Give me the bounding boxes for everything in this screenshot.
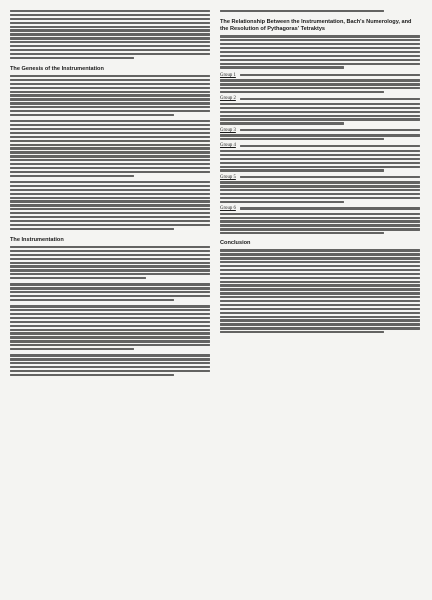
text-line (220, 265, 420, 267)
text-line (10, 102, 210, 104)
text-line (10, 45, 210, 47)
text-line (10, 144, 210, 146)
text-line (240, 74, 420, 76)
group-label: Group 3 (220, 127, 236, 133)
text-line (10, 212, 210, 214)
text-line (10, 163, 210, 165)
text-line (10, 128, 210, 130)
text-line (10, 124, 210, 126)
text-line (10, 370, 210, 372)
text-line (220, 284, 420, 286)
text-line (220, 59, 420, 61)
text-line (220, 201, 344, 203)
text-line (220, 327, 420, 329)
text-line (10, 224, 210, 226)
text-line (10, 313, 210, 315)
text-line (10, 325, 210, 327)
text-line (10, 299, 174, 301)
group-2-paragraph (220, 96, 420, 124)
text-line (220, 169, 384, 171)
text-line (220, 43, 420, 45)
text-line (10, 53, 210, 55)
text-line (10, 151, 210, 153)
text-line (220, 269, 420, 271)
text-line (220, 122, 344, 124)
left-column (10, 10, 210, 592)
text-line (10, 354, 210, 356)
text-line (10, 200, 210, 202)
text-line (10, 33, 210, 35)
text-line (220, 277, 420, 279)
text-line (220, 115, 420, 117)
group-label: Group 6 (220, 206, 236, 212)
text-line (220, 232, 384, 234)
text-line (220, 312, 420, 314)
text-line (10, 159, 210, 161)
text-line (10, 83, 210, 85)
text-line (10, 262, 210, 264)
text-line (10, 358, 210, 360)
text-line (10, 49, 210, 51)
paragraph-instrumentation-1 (10, 246, 210, 279)
text-line (220, 63, 420, 65)
text-line (220, 134, 420, 136)
text-line (10, 291, 210, 293)
text-line (220, 197, 420, 199)
text-line (220, 273, 420, 275)
text-line (10, 309, 210, 311)
text-line (220, 87, 420, 89)
text-line (10, 317, 210, 319)
text-line (10, 246, 210, 248)
text-line (10, 140, 210, 142)
paragraph-genesis-2 (10, 120, 210, 177)
text-line (10, 305, 210, 307)
text-line (220, 213, 420, 215)
text-line (220, 189, 420, 191)
text-line (10, 348, 134, 350)
text-line (220, 308, 420, 310)
text-line (10, 110, 210, 112)
text-line (240, 98, 420, 100)
text-line (10, 87, 210, 89)
heading-genesis: The Genesis of the Instrumentation (10, 65, 104, 72)
text-line (220, 304, 420, 306)
text-line (10, 185, 210, 187)
text-line (10, 273, 210, 275)
text-line (220, 319, 420, 321)
text-line (220, 47, 420, 49)
right-column (220, 10, 420, 592)
text-line (10, 41, 210, 43)
paragraph-intro (10, 10, 210, 59)
heading-relationship: The Relationship Between the Instrumentation, Bach's Numerology, and the Resolution of Pythagoras' Tetraktys (220, 19, 412, 33)
text-line (10, 29, 210, 31)
group-3-paragraph (220, 128, 420, 141)
text-line (220, 154, 420, 156)
text-line (10, 374, 174, 376)
group-label: Group 4 (220, 143, 236, 149)
text-line (220, 35, 420, 37)
text-line (220, 300, 420, 302)
text-line (10, 340, 210, 342)
text-line (10, 10, 210, 12)
text-line (10, 321, 210, 323)
text-line (10, 155, 210, 157)
text-line (10, 18, 210, 20)
text-line (10, 193, 210, 195)
text-line (220, 323, 420, 325)
text-line (220, 162, 420, 164)
text-line (10, 120, 210, 122)
text-line (220, 316, 420, 318)
text-line (220, 253, 420, 255)
text-line (220, 193, 420, 195)
text-line (220, 261, 420, 263)
text-line (10, 132, 210, 134)
text-line (10, 14, 210, 16)
text-line (10, 220, 210, 222)
text-line (10, 250, 210, 252)
text-line (220, 331, 384, 333)
text-line (10, 362, 210, 364)
text-line (10, 106, 210, 108)
paragraph-conclusion (220, 249, 420, 333)
group-6-paragraph (220, 206, 420, 234)
text-line (10, 197, 210, 199)
text-line (220, 118, 420, 120)
text-line (10, 336, 210, 338)
text-line (10, 37, 210, 39)
group-4-paragraph (220, 143, 420, 171)
group-1-paragraph (220, 73, 420, 94)
text-line (10, 366, 210, 368)
text-line (10, 332, 210, 334)
text-line (220, 150, 420, 152)
text-line (220, 111, 420, 113)
text-line (220, 138, 384, 140)
text-line (10, 57, 134, 59)
text-line (10, 254, 210, 256)
text-line (240, 145, 420, 147)
text-line (10, 26, 210, 28)
text-line (220, 224, 420, 226)
text-line (10, 208, 210, 210)
text-line (10, 98, 210, 100)
paragraph-genesis-3 (10, 181, 210, 230)
text-line (220, 292, 420, 294)
text-line (220, 55, 420, 57)
heading-conclusion: Conclusion (220, 240, 251, 247)
text-line (220, 158, 420, 160)
text-line (10, 175, 134, 177)
heading-instrumentation: The Instrumentation (10, 236, 64, 243)
paragraph-continued (220, 10, 420, 12)
text-line (10, 136, 210, 138)
text-line (10, 189, 210, 191)
text-line (220, 281, 420, 283)
paragraph-relationship-1 (220, 35, 420, 68)
text-line (220, 220, 420, 222)
text-line (10, 167, 210, 169)
paragraph-instrumentation-2 (10, 283, 210, 301)
text-line (10, 91, 210, 93)
paragraph-instrumentation-3 (10, 305, 210, 350)
group-label: Group 2 (220, 96, 236, 102)
text-line (10, 75, 210, 77)
text-line (10, 287, 210, 289)
text-line (220, 181, 420, 183)
text-line (220, 51, 420, 53)
text-line (220, 166, 420, 168)
text-line (220, 257, 420, 259)
text-line (220, 228, 420, 230)
text-line (220, 296, 420, 298)
text-line (220, 103, 420, 105)
text-line (220, 79, 420, 81)
text-line (240, 207, 420, 209)
text-line (10, 269, 210, 271)
text-line (10, 228, 174, 230)
text-line (240, 176, 420, 178)
group-5-paragraph (220, 175, 420, 203)
text-line (10, 265, 210, 267)
text-line (10, 258, 210, 260)
group-label: Group 5 (220, 174, 236, 180)
text-line (10, 295, 210, 297)
text-line (10, 79, 210, 81)
text-line (10, 114, 174, 116)
text-line (220, 91, 384, 93)
paragraph-instrumentation-4 (10, 354, 210, 376)
text-line (10, 181, 210, 183)
text-line (10, 147, 210, 149)
text-line (10, 204, 210, 206)
group-label: Group 1 (220, 72, 236, 78)
text-line (220, 185, 420, 187)
text-line (220, 107, 420, 109)
text-line (220, 83, 420, 85)
text-line (10, 171, 210, 173)
text-line (220, 217, 420, 219)
text-line (10, 329, 210, 331)
text-line (10, 94, 210, 96)
text-line (10, 216, 210, 218)
paragraph-genesis-1 (10, 75, 210, 116)
text-line (10, 277, 146, 279)
text-line (220, 249, 420, 251)
text-line (220, 10, 384, 12)
text-line (220, 288, 420, 290)
text-line (10, 22, 210, 24)
text-line (220, 66, 344, 68)
text-line (10, 344, 210, 346)
text-line (220, 39, 420, 41)
text-line (10, 283, 210, 285)
text-line (240, 129, 420, 131)
